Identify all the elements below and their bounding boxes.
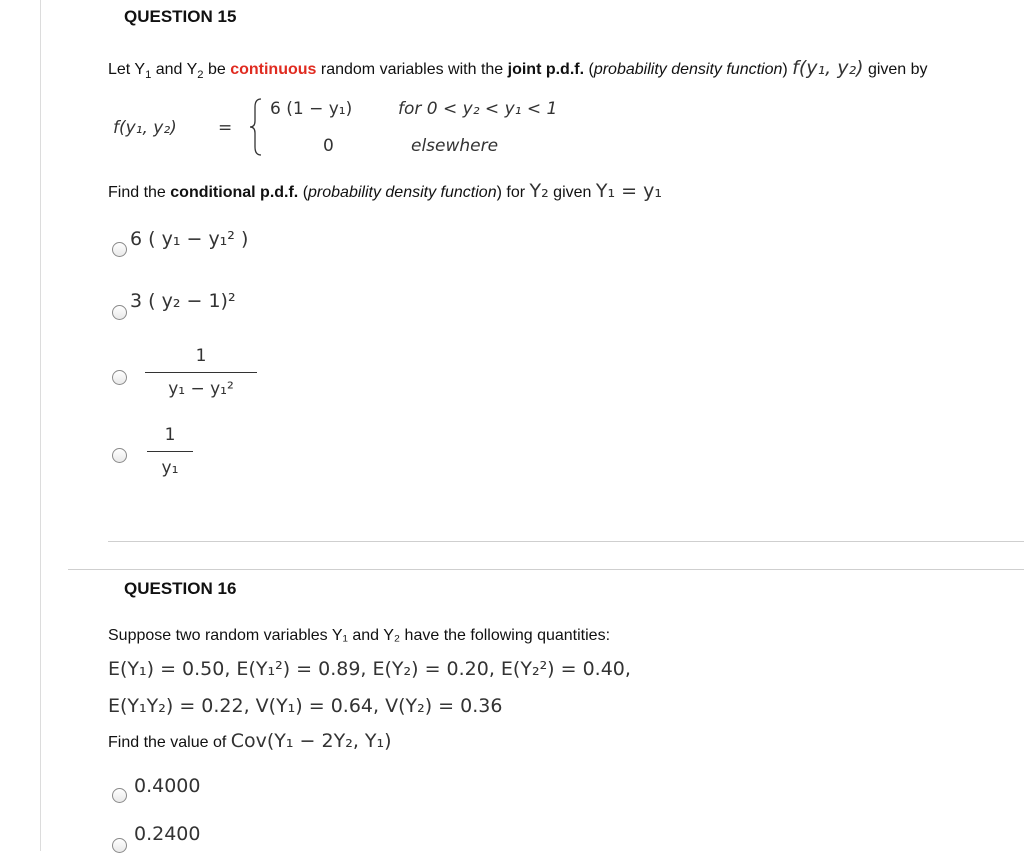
q15-conditional-pdf-label: conditional p.d.f. <box>170 184 299 201</box>
q15-intro-y2-sub: 2 <box>197 69 204 82</box>
q16-find-prompt <box>108 730 392 752</box>
q15-option-a-radio[interactable] <box>112 242 127 257</box>
question-16-title: QUESTION 16 <box>124 579 237 598</box>
q16-quantities-line-1: E(Y₁) = 0.50, E(Y₁²) = 0.89, E(Y₂) = 0.20, E(Y₂²) = 0.40, <box>108 658 631 680</box>
q15-option-d-denominator: y₁ <box>161 458 179 478</box>
q15-find-text: Find the <box>108 184 171 201</box>
q15-intro-let: Let <box>108 61 135 78</box>
q15-find-paren-close: ) for <box>496 184 530 201</box>
q15-option-b-text: 3 ( y₂ − 1)² <box>130 290 236 312</box>
q15-find-cond: Y₁ = y₁ <box>595 180 662 202</box>
q15-pdf-case1-cond: for 0 < y₂ < y₁ < 1 <box>398 99 558 119</box>
q15-find-given: given <box>548 184 596 201</box>
q15-intro-y1: Y <box>134 61 146 78</box>
q15-pdf-equals: = <box>218 118 233 138</box>
q15-intro-y2: Y <box>186 61 198 78</box>
q16-find-expr: Cov(Y₁ − 2Y₂, Y₁) <box>230 730 392 752</box>
q15-pdf-case2-expr: 0 <box>323 136 334 156</box>
q16-option-b-text: 0.2400 <box>134 823 201 845</box>
q15-option-d-radio[interactable] <box>112 448 127 463</box>
q15-continuous-word: continuous <box>230 61 317 78</box>
q16-intro-prefix: Suppose two random variables <box>108 627 332 644</box>
q16-option-a-radio[interactable] <box>112 788 127 803</box>
q16-option-a-text: 0.4000 <box>134 775 201 797</box>
q16-intro-suffix: have the following quantities: <box>400 627 611 644</box>
q15-intro-given-by: given by <box>863 61 928 78</box>
q15-option-d-fraction <box>147 425 193 478</box>
q15-option-d-numerator: 1 <box>164 425 176 445</box>
q15-option-c-denominator: y₁ − y₁² <box>168 379 234 399</box>
q16-intro-y1: Y₁ <box>331 627 348 644</box>
q15-intro-f-expr: f(y₁, y₂) <box>792 57 864 79</box>
divider <box>68 569 1024 570</box>
q16-find-prefix: Find the value of <box>108 734 231 751</box>
q15-find-paren-open: ( <box>298 184 309 201</box>
question-15-title: QUESTION 15 <box>124 7 237 26</box>
q15-option-a-text: 6 ( y₁ − y₁² ) <box>130 228 249 250</box>
fraction-bar <box>147 451 193 452</box>
q15-intro-y1-sub: 1 <box>145 69 152 82</box>
q15-joint-pdf-label: joint p.d.f. <box>507 61 585 78</box>
q15-intro-rv: random variables with the <box>316 61 508 78</box>
q15-intro-paren-open: ( <box>584 61 594 78</box>
q15-intro-and: and <box>151 61 187 78</box>
q15-intro-be: be <box>203 61 231 78</box>
q15-pdf-lhs: f(y₁, y₂) <box>113 118 177 138</box>
q15-pdf-case1-expr: 6 (1 − y₁) <box>270 99 353 119</box>
q16-intro <box>108 627 610 645</box>
fraction-bar <box>145 372 257 373</box>
left-brace-icon <box>248 97 264 157</box>
q15-find-y2: Y₂ <box>529 180 549 202</box>
q15-pdf-case2-cond: elsewhere <box>411 136 499 156</box>
q15-option-c-numerator: 1 <box>195 346 207 366</box>
q15-intro <box>108 57 928 81</box>
q15-option-b-radio[interactable] <box>112 305 127 320</box>
q16-intro-and: and <box>347 627 384 644</box>
q16-quantities-line-2: E(Y₁Y₂) = 0.22, V(Y₁) = 0.64, V(Y₂) = 0.36 <box>108 695 503 717</box>
divider <box>108 541 1024 542</box>
q15-intro-paren-close: ) <box>782 61 793 78</box>
q15-option-c-fraction <box>145 346 257 399</box>
q15-find-prompt <box>108 180 662 202</box>
q15-intro-pdf-italic: probability density function <box>593 61 783 78</box>
q15-find-italic: probability density function <box>308 184 497 201</box>
left-divider <box>40 0 41 851</box>
q16-intro-y2: Y₂ <box>383 627 401 644</box>
q15-option-c-radio[interactable] <box>112 370 127 385</box>
